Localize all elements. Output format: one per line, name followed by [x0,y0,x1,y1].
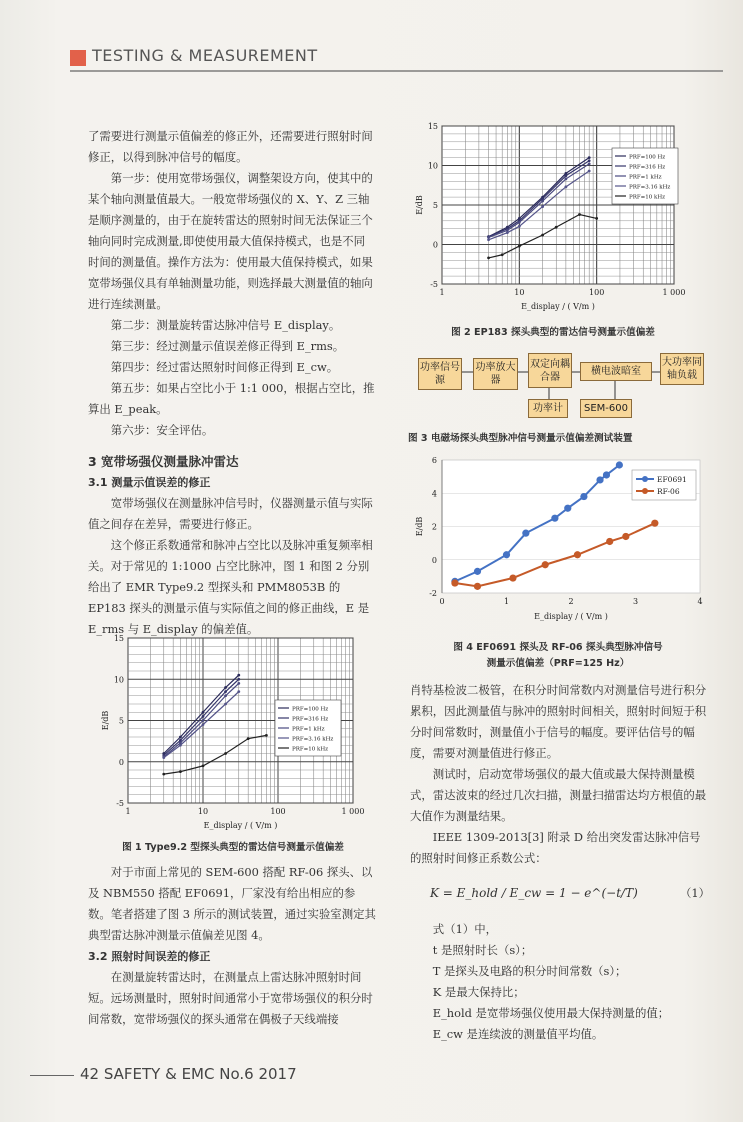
data-point [474,583,481,590]
x-tick-label: 10 [514,288,525,297]
data-point [451,579,458,586]
x-axis-label: E_display / ( V/m ) [203,821,278,830]
y-tick-label: 5 [118,716,124,726]
data-point [202,715,205,718]
paragraph: 第三步：经过测量示值误差修正得到 E_rms。 [110,339,345,353]
section-heading: 3 宽带场强仪测量脉冲雷达 [88,454,239,469]
data-point [564,174,567,177]
data-point [616,461,623,468]
data-point [265,734,268,737]
data-point [202,711,205,714]
y-tick-label: 0 [432,240,438,250]
data-point [224,690,227,693]
diagram-box-power-meter: 功率计 [528,399,568,418]
data-point [518,225,521,228]
equation-body: K = E_hold / E_cw = 1 − e^(−t/T) [430,886,638,900]
y-tick-label: 0 [118,757,124,767]
y-tick-label: -5 [116,799,124,808]
y-axis-label: E/dB [415,516,424,537]
footer-rule [30,1075,74,1076]
diagram-box-coaxial-load: 大功率同轴负载 [660,353,704,385]
data-point [574,551,581,558]
y-tick-label: 0 [431,555,437,565]
paragraph: 第六步：安全评估。 [110,423,214,437]
data-point [503,551,510,558]
data-point [202,764,205,767]
x-axis-label: E_display / ( V/m ) [534,612,608,621]
x-axis-label: E_display / ( V/m ) [521,302,595,311]
legend-label: PRF=316 Hz [629,164,666,171]
data-point [518,221,521,224]
figure-1-caption: 图 1 Type9.2 型探头典型的雷达信号测量示值偏差 [122,842,344,853]
paragraph: 测试时，启动宽带场强仪的最大值或最大保持测量模式，雷达波束的经过几次扫描，测量扫描雷达均方根值的最大值作为测量结果。 [410,767,707,823]
data-point [541,234,544,237]
y-tick-label: 15 [113,634,124,643]
legend-label: RF-06 [657,487,680,496]
paragraph: 第二步：测量旋转雷达脉冲信号 E_display。 [110,318,341,332]
legend-marker [642,488,648,494]
figure-2-chart [412,118,690,324]
data-point [179,736,182,739]
data-point [588,163,591,166]
figure-4-caption-line1: 图 4 EF0691 探头及 RF-06 探头典型脉冲信号 [453,642,663,653]
x-tick-label: 1 000 [662,288,686,297]
data-point [179,744,182,747]
data-point [588,159,591,162]
legend-label: PRF=10 kHz [629,194,666,201]
equation-number: （1） [679,886,710,900]
data-point [501,253,504,256]
paragraph: 第五步：如果占空比小于 1:1 000，根据占空比，推算出 E_peak。 [88,381,375,416]
data-point [224,694,227,697]
data-point [555,226,558,229]
data-point [247,737,250,740]
paragraph: 了需要进行测量示值偏差的修正外，还需要进行照射时间修正，以得到脉冲信号的幅度。 [88,129,373,164]
diagram-box-signal-source: 功率信号源 [418,358,462,390]
x-tick-label: 1 000 [341,807,365,816]
data-point [162,773,165,776]
data-point [603,471,610,478]
right-column [410,680,710,1045]
y-tick-label: 6 [431,456,437,465]
legend-label: PRF=1 kHz [629,174,662,181]
data-point [224,752,227,755]
footer-page-info: 42 SAFETY & EMC No.6 2017 [80,1065,297,1083]
header-rule [70,70,723,72]
y-axis-label: E/dB [415,195,424,215]
legend-marker [642,476,648,482]
definition-K: K 是最大保持比； [432,985,525,999]
data-point [595,217,598,220]
data-point [224,703,227,706]
data-point [179,770,182,773]
data-point [542,561,549,568]
data-point [541,205,544,208]
paragraph: 宽带场强仪在测量脉冲信号时，仪器测量示值与实际值之间存在差异，需要进行修正。 [88,496,373,531]
left-column [88,126,376,640]
subsection-heading: 3.2 照射时间误差的修正 [88,950,211,963]
data-point [564,178,567,181]
diagram-box-power-amplifier: 功率放大器 [473,358,518,390]
data-point [551,515,558,522]
data-point [224,686,227,689]
data-point [564,185,567,188]
legend-label: PRF=10 kHz [292,746,329,753]
legend-label: PRF=3.16 kHz [292,736,334,743]
y-tick-label: 4 [431,489,437,499]
data-point [202,723,205,726]
x-tick-label: 1 [503,597,510,606]
legend-label: PRF=3.16 kHz [629,184,671,191]
legend-label: PRF=100 Hz [629,154,666,161]
y-axis-label: E/dB [101,710,110,731]
data-point [237,678,240,681]
paragraph: IEEE 1309-2013[3] 附录 D 给出突发雷达脉冲信号的照射时间修正系数公式： [410,830,701,865]
x-tick-label: 10 [197,807,209,816]
data-point [622,533,629,540]
legend-label: PRF=1 kHz [292,726,325,733]
data-point [487,257,490,260]
data-point [651,520,658,527]
definition-T: T 是探头及电路的积分时间常数（s）； [432,964,627,978]
definition-t: t 是照射时长（s）； [432,943,533,957]
diagram-box-directional-coupler: 双定向耦合器 [528,353,572,388]
equation-1 [410,873,710,915]
data-point [580,493,587,500]
data-point [564,505,571,512]
data-point [588,156,591,159]
y-tick-label: -5 [430,280,438,289]
definition-E-cw: E_cw 是连续波的测量值平均值。 [432,1027,604,1041]
figure-3-caption: 图 3 电磁场探头典型脉冲信号测量示值偏差测试装置 [408,433,633,444]
y-tick-label: -2 [429,589,437,598]
x-tick-label: 4 [697,597,703,606]
x-tick-label: 0 [439,597,445,606]
diagram-box-sem-600: SEM-600 [580,399,632,418]
figure-2-caption: 图 2 EP183 探头典型的雷达信号测量示值偏差 [451,327,655,338]
paragraph: 这个修正系数通常和脉冲占空比以及脉冲重复频率相关。对于常见的 1:1000 占空比脉冲，图 1 和图 2 分别给出了 EMR Type9.2 型探头和 PMM8053B 的 EP183 探头的测量示值与实际值之间的修正曲线，E 是 E_rms 与 E_display 的偏差值。 [88,538,373,636]
figure-4-chart [412,452,712,632]
y-tick-label: 10 [113,675,124,685]
data-point [237,690,240,693]
data-point [522,530,529,537]
data-point [588,170,591,173]
paragraph: 第一步：使用宽带场强仪，调整架设方向，使其中的某个轴向测量值最大。一般宽带场强仪的 X、Y、Z 三轴是顺序测量的，由于在旋转雷达的照射时间无法保证三个轴向同时完成测量,即使使用最大值保持模式，也是不同时间的测量值。操作方法为：使用最大值保持模式，如果宽带场强仪具有单轴测量功能，则选择最大测量值的轴向进行连续测量。 [88,171,373,311]
paragraph: 第四步：经过雷达照射时间修正得到 E_cw。 [110,360,339,374]
x-tick-label: 1 [439,288,445,297]
x-tick-label: 2 [568,597,574,606]
diagram-box-tem-cell: 横电波暗室 [580,362,652,381]
figure-4-caption-line2: 测量示值偏差（PRF=125 Hz） [486,658,630,669]
x-tick-label: 3 [632,597,639,606]
y-tick-label: 10 [427,161,438,171]
legend-label: PRF=100 Hz [292,706,329,713]
header-logo-square [70,50,86,66]
section-header: TESTING & MEASUREMENT [92,46,318,65]
data-point [162,756,165,759]
data-point [237,674,240,677]
legend-label: PRF=316 Hz [292,716,329,723]
paragraph: 对于市面上常见的 SEM-600 搭配 RF-06 探头、以及 NBM550 搭配 EF0691，厂家没有给出相应的参数。笔者搭建了图 3 所示的测试装置，通过实验室测定其典型雷达脉冲测量示值偏差见图 4。 [88,865,376,942]
data-point [487,238,490,241]
data-point [578,213,581,216]
paragraph: 肖特基检波二极管，在积分时间常数内对测量信号进行积分累积，因此测量值与脉冲的照射时间相关，照射时间短于积分时间常数时，测量值小于信号的幅度。要评估信号的幅度，需要对测量值进行修正。 [410,683,707,760]
data-point [541,200,544,203]
data-point [202,719,205,722]
y-tick-label: 5 [432,201,438,210]
x-tick-label: 1 [125,807,131,816]
data-point [596,476,603,483]
x-tick-label: 100 [589,288,605,297]
left-column-lower [88,862,376,1030]
y-tick-label: 2 [431,522,437,532]
data-point [506,231,509,234]
figure-1-chart [100,628,375,840]
paragraph: 式（1）中， [432,922,497,936]
data-point [606,538,613,545]
x-tick-label: 100 [270,807,286,816]
data-point [518,245,521,248]
data-point [509,574,516,581]
subsection-heading: 3.1 测量示值误差的修正 [88,476,211,489]
paragraph: 在测量旋转雷达时，在测量点上雷达脉冲照射时间短。远场测量时，照射时间通常小于宽带场强仪的积分时间常数，宽带场强仪的探头通常在偶极子天线端接 [88,970,373,1026]
y-tick-label: 15 [427,122,438,131]
definition-E-hold: E_hold 是宽带场强仪使用最大保持测量的值； [432,1006,670,1020]
data-point [237,682,240,685]
data-point [474,568,481,575]
legend-label: EF0691 [657,475,687,484]
